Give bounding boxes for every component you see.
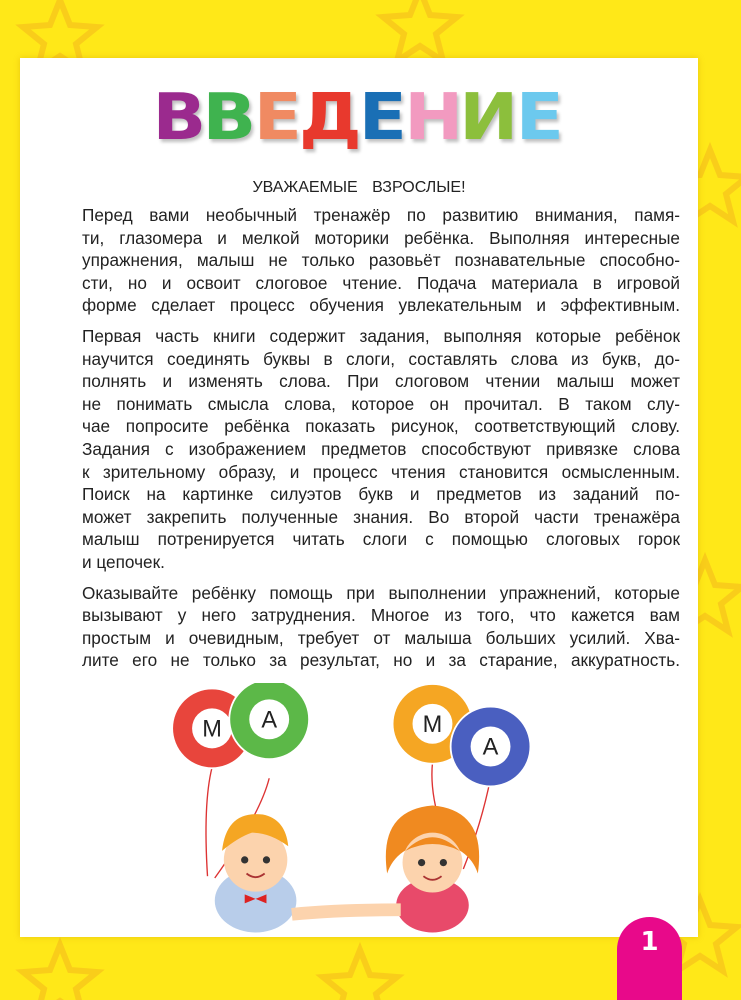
paragraph: [82, 325, 680, 574]
text-line: простым и очевидным, требует от малыша больших усилий. Хва-: [82, 627, 680, 648]
title-letter: Е: [358, 81, 409, 155]
title-letter: Н: [403, 81, 465, 155]
text-line: упражнения, малыш не только разовьёт познавательные способно-: [82, 250, 680, 271]
text-line: может закрепить полученные знания. Во второй части тренажёра: [82, 506, 680, 527]
text-line: форме сделает процесс обучения увлекательным и эффективным.: [82, 295, 680, 316]
text-line: малыш потренируется читать слоги с помощью слоговых горок: [82, 529, 680, 550]
text-line: чае попросите ребёнка показать рисунок, соответствующий слову.: [82, 416, 680, 437]
text-line: Оказывайте ребёнку помощь при выполнении упражнений, которые: [82, 582, 680, 603]
balloon-letter: А: [482, 733, 499, 760]
balloon: [451, 707, 531, 787]
title-letter: В: [152, 81, 208, 155]
title-letter: Е: [253, 81, 305, 155]
body-text: [82, 204, 680, 680]
greeting-heading: УВАЖАЕМЫЕ ВЗРОСЛЫЕ!: [252, 179, 466, 196]
text-line: Поиск на картинке силуэтов букв и предметов из заданий по-: [82, 484, 680, 505]
text-line: Перед вами необычный тренажёр по развитию внимания, памя-: [82, 205, 680, 225]
text-line: лите его не только за результат, но и за старание, аккуратность.: [82, 650, 680, 671]
paragraph: [82, 582, 680, 672]
children-with-balloons-illustration: [20, 683, 698, 937]
title-letter: Е: [515, 81, 566, 155]
title-letter: И: [459, 81, 521, 155]
text-line: научится соединять буквы в слоги, составлять слова из букв, до-: [82, 348, 680, 369]
paragraph: [82, 204, 680, 317]
text-line: сти, но и освоит слоговое чтение. Подача материала в игровой: [82, 272, 680, 293]
text-line: Задания с изображением предметов способствуют привязке слова: [82, 438, 680, 459]
text-line: ти, глазомера и мелкой моторики ребёнка. Выполняя интересные: [82, 227, 680, 248]
page-number: 1: [617, 917, 682, 1000]
text-line: к зрительному образу, и процесс чтения становится осмысленным.: [82, 461, 680, 482]
title-letter: Д: [298, 81, 364, 155]
balloon-letter: М: [202, 715, 222, 742]
text-line: Первая часть книги содержит задания, выполняя которые ребёнок: [82, 325, 680, 346]
text-line: и цепочек.: [82, 551, 165, 572]
boy-figure: [215, 814, 297, 932]
text-line: полнять и изменять слова. При слоговом чтении малыш может: [82, 371, 680, 392]
text-line: не понимать смысла слова, которое он прочитал. В таком слу-: [82, 393, 680, 414]
content-page: [20, 58, 698, 937]
balloon: [229, 683, 309, 759]
balloon-letter: М: [422, 710, 443, 737]
balloon-letter: А: [261, 706, 278, 733]
page-title: [20, 80, 698, 156]
title-letter: В: [202, 81, 259, 155]
text-line: вызывают у него затруднения. Многое из того, что кажется вам: [82, 605, 680, 626]
